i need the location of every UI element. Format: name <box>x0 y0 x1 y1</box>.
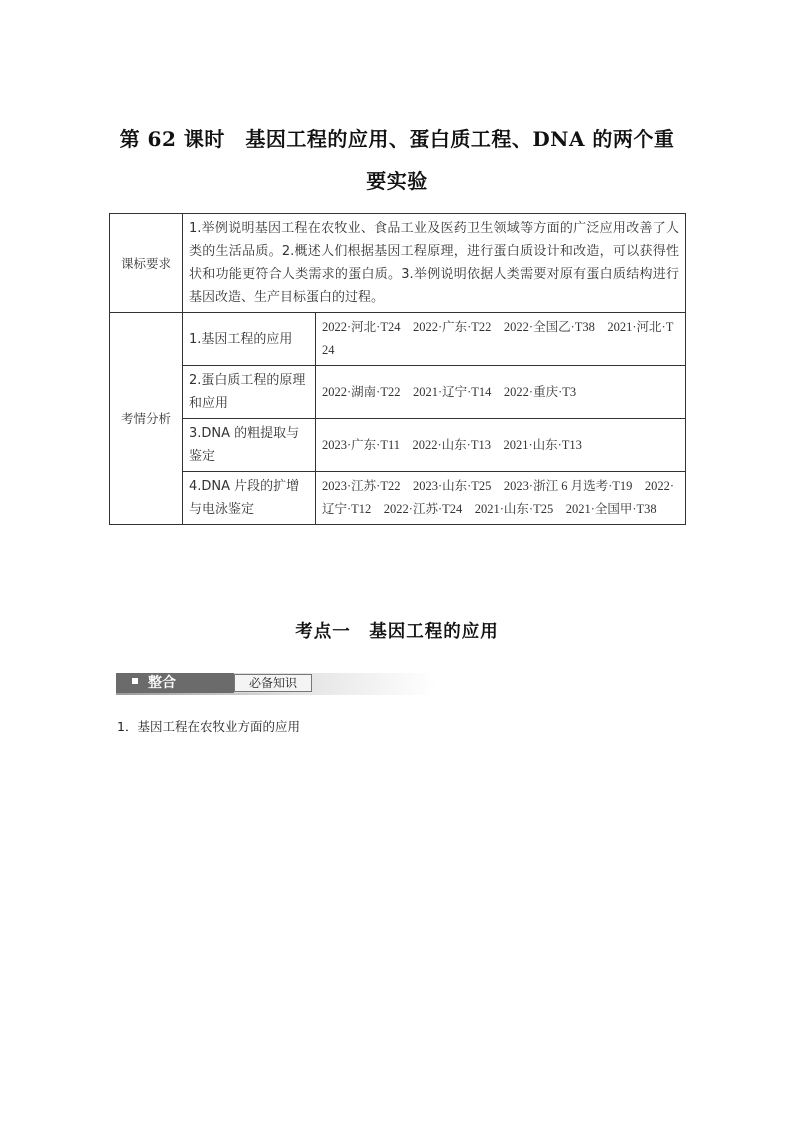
table-row <box>110 313 686 366</box>
topic-cell: 3.DNA 的粗提取与鉴定 <box>183 419 316 472</box>
requirements-text: 1.举例说明基因工程在农牧业、食品工业及医药卫生领域等方面的广泛应用改善了人类的生活品质。2.概述人们根据基因工程原理，进行蛋白质设计和改造，可以获得性状和功能更符合人类需求的蛋白质。3.举例说明依据人类需要对原有蛋白质结构进行基因改造、生产目标蛋白的过程。 <box>183 214 686 313</box>
table-row <box>110 366 686 419</box>
banner-main-label: 整合 <box>148 675 176 691</box>
section-banner <box>116 673 436 695</box>
page-title-line-1: 第 62 课时 基因工程的应用、蛋白质工程、DNA 的两个重 <box>119 127 675 151</box>
table-row <box>110 472 686 525</box>
square-bullet-icon <box>132 678 138 684</box>
page-title <box>100 118 694 202</box>
banner-sub-tag: 必备知识 <box>234 674 312 692</box>
table-row <box>110 214 686 313</box>
table-row <box>110 419 686 472</box>
banner-main-tag <box>116 673 234 693</box>
topic-cell: 2.蛋白质工程的原理和应用 <box>183 366 316 419</box>
exam-list-cell: 2023·广东·T11 2022·山东·T13 2021·山东·T13 <box>316 419 686 472</box>
exam-list-cell: 2022·河北·T24 2022·广东·T22 2022·全国乙·T38 2021·河北·T24 <box>316 313 686 366</box>
curriculum-info-table <box>109 213 686 525</box>
analysis-label: 考情分析 <box>110 313 183 525</box>
section-title: 考点一 基因工程的应用 <box>295 622 499 642</box>
exam-list-cell: 2022·湖南·T22 2021·辽宁·T14 2022·重庆·T3 <box>316 366 686 419</box>
banner-divider <box>116 693 436 695</box>
exam-list-cell: 2023·江苏·T22 2023·山东·T25 2023·浙江 6 月选考·T19 2022·辽宁·T12 2022·江苏·T24 2021·山东·T25 2021·全国甲·T38 <box>316 472 686 525</box>
page-title-line-2: 要实验 <box>366 169 428 193</box>
topic-cell: 1.基因工程的应用 <box>183 313 316 366</box>
topic-cell: 4.DNA 片段的扩增与电泳鉴定 <box>183 472 316 525</box>
requirements-label: 课标要求 <box>110 214 183 313</box>
item-heading: 1．基因工程在农牧业方面的应用 <box>117 719 300 734</box>
